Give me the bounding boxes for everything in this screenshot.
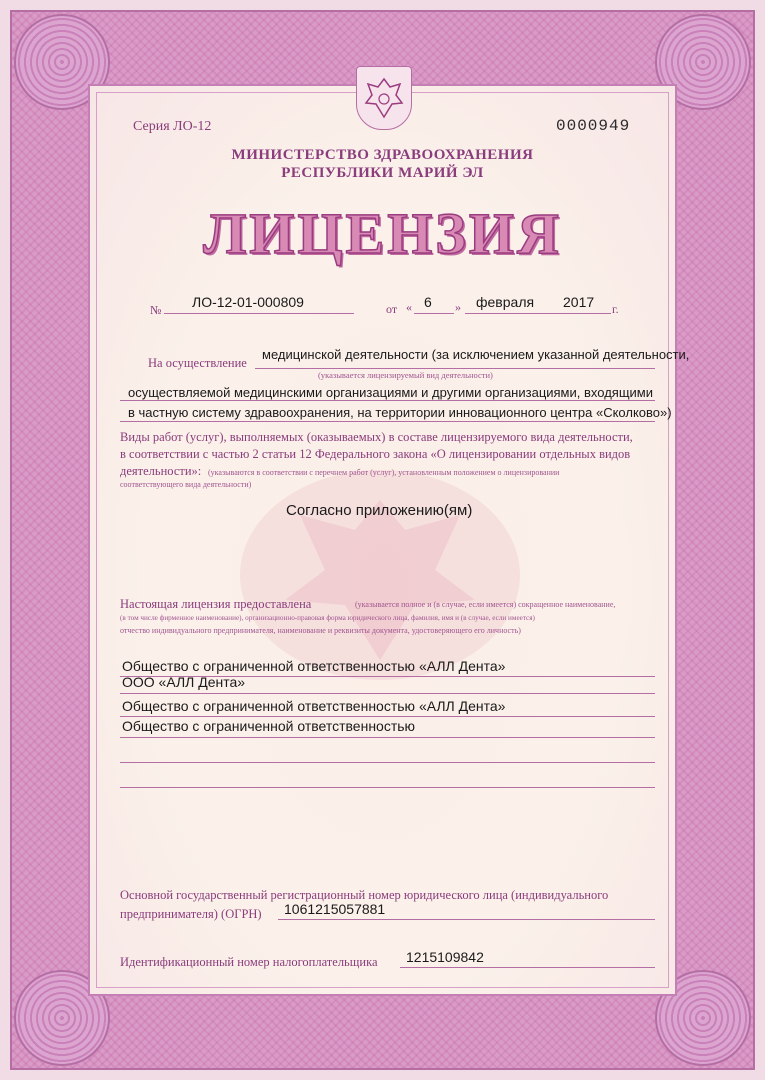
licensee-hint-line-3: отчество индивидуального предпринимателя, наименование и реквизиты документа, удостоверяющего его личность) — [120, 626, 521, 635]
works-hint-line-1: (указываются в соответствии с перечнем работ (услуг), установленным положением о лицензировании — [208, 468, 560, 477]
license-number: ЛО-12-01-000809 — [192, 294, 304, 310]
inn-label: Идентификационный номер налогоплательщика — [120, 955, 378, 969]
licensee-underline-5 — [120, 762, 655, 763]
licensee-underline-2 — [120, 693, 655, 694]
licensee-underline-4 — [120, 737, 655, 738]
number-underline — [164, 313, 354, 314]
ministry-line-1: МИНИСТЕРСТВО ЗДРАВООХРАНЕНИЯ — [231, 147, 534, 163]
page-title: ЛИЦЕНЗИЯ — [203, 201, 562, 266]
licensee-line-3: Общество с ограниченной ответственностью «АЛЛ Дента» — [122, 698, 506, 714]
activity-underline-2 — [120, 400, 655, 401]
activity-label: На осуществление — [148, 356, 247, 370]
series-label: Серия ЛО-12 — [133, 119, 212, 134]
quote-close: » — [455, 300, 461, 314]
activity-line-1: медицинской деятельности (за исключением указанной деятельности, — [262, 347, 690, 362]
licensee-underline-3 — [120, 716, 655, 717]
works-value: Согласно приложению(ям) — [286, 502, 473, 519]
month-year-underline — [465, 313, 611, 314]
licensee-label: Настоящая лицензия предоставлена — [120, 597, 312, 611]
works-hint-line-2: соответствующего вида деятельности) — [120, 480, 252, 489]
activity-underline-3 — [120, 421, 655, 422]
number-mark: № — [150, 303, 162, 317]
licensee-line-4: Общество с ограниченной ответственностью — [122, 718, 416, 734]
ministry-line-2: РЕСПУБЛИКИ МАРИЙ ЭЛ — [281, 165, 484, 181]
quote-open: « — [406, 300, 412, 314]
ministry-name — [180, 146, 585, 182]
works-label-line-3: деятельности»: — [120, 464, 202, 478]
activity-hint: (указывается лицензируемый вид деятельности) — [318, 370, 493, 380]
license-day: 6 — [424, 294, 432, 310]
license-year: 2017 — [563, 294, 595, 310]
licensee-hint-line-1: (указывается полное и (в случае, если имеется) сокращенное наименование, — [355, 600, 616, 609]
activity-line-2: осуществляемой медицинскими организациями и другими организациями, входящими — [128, 385, 653, 400]
inn-underline — [400, 967, 655, 968]
year-suffix: г. — [612, 302, 619, 316]
licensee-hint-line-2: (в том числе фирменное наименование), организационно-правовая форма юридического лица, фамилия, имя и (в случае, если имеется) — [120, 614, 535, 622]
form-number: 0000949 — [556, 117, 631, 135]
activity-line-3: в частную систему здравоохранения, на территории инновационного центра «Сколково») — [128, 405, 672, 420]
licensee-line-2: ООО «АЛЛ Дента» — [122, 674, 246, 690]
eagle-watermark-icon — [230, 460, 530, 690]
day-underline — [414, 313, 454, 314]
license-month: февраля — [476, 294, 535, 310]
inn-value: 1215109842 — [406, 949, 484, 965]
date-from-label: от — [386, 302, 398, 316]
ogrn-underline — [278, 919, 655, 920]
licensee-underline-6 — [120, 787, 655, 788]
ogrn-label-line-1: Основной государственный регистрационный номер юридического лица (индивидуального — [120, 888, 609, 902]
works-label-line-1: Виды работ (услуг), выполняемых (оказываемых) в составе лицензируемого вида деятельности, — [120, 430, 633, 444]
ogrn-value: 1061215057881 — [284, 901, 386, 917]
coat-of-arms-icon — [356, 66, 412, 130]
ogrn-label-line-2: предпринимателя) (ОГРН) — [120, 907, 262, 921]
licensee-line-1: Общество с ограниченной ответственностью «АЛЛ Дента» — [122, 658, 506, 674]
works-label-line-2: в соответствии с частью 2 статьи 12 Федерального закона «О лицензировании отдельных видов — [120, 447, 631, 461]
